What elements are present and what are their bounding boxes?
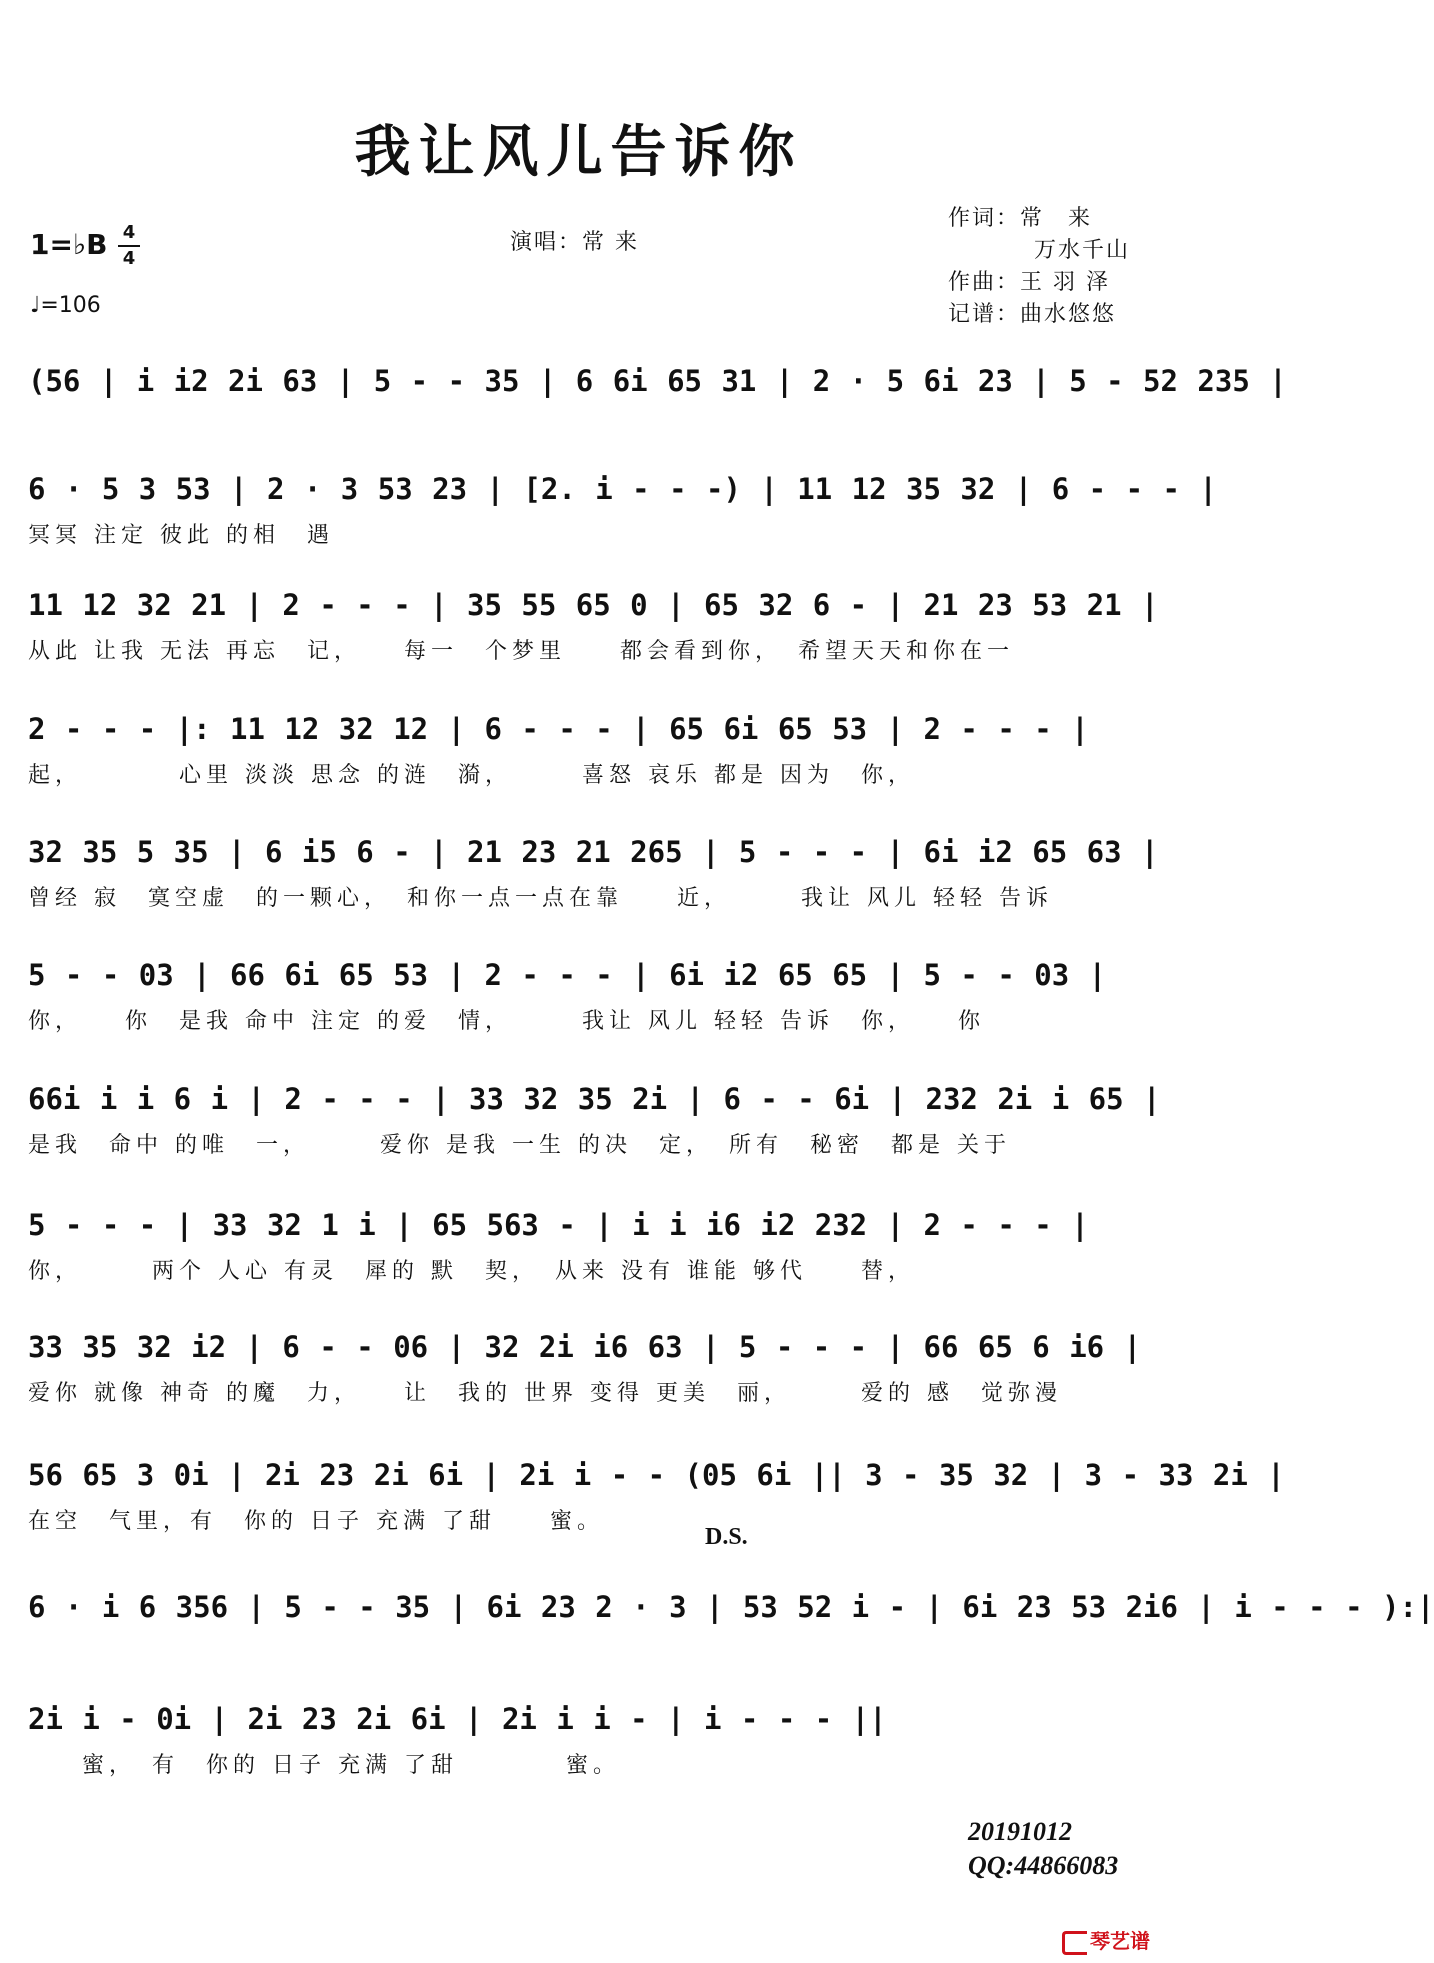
system-1 <box>28 352 1287 444</box>
system-5 <box>28 823 1159 915</box>
date-stamp <box>968 1815 1118 1883</box>
notation-line: 2 - - - |: 11 12 32 12 | 6 - - - | 65 6i 65 53 | 2 - - - | <box>28 712 1089 746</box>
lyrics-line: 是我 命中 的唯 一， 爱你 是我 一生 的决 定， 所有 秘密 都是 关于 <box>28 1133 1011 1158</box>
system-10 <box>28 1446 1285 1538</box>
notation-line: (56 | i i2 2i 63 | 5 - - 35 | 6 6i 65 31 | 2 · 5 6i 23 | 5 - 52 235 | <box>28 364 1287 398</box>
lyrics-line: 爱你 就像 神奇 的魔 力， 让 我的 世界 变得 更美 丽， 爱的 感 觉弥漫 <box>28 1381 1062 1406</box>
system-7 <box>28 1070 1161 1162</box>
lyrics-line: 你， 你 是我 命中 注定 的爱 情， 我让 风儿 轻轻 告诉 你， 你 <box>28 1009 985 1034</box>
time-signature <box>118 222 140 270</box>
notation-line: 5 - - - | 33 32 1 i | 65 563 - | i i i6 i2 232 | 2 - - - | <box>28 1208 1089 1242</box>
time-denominator: 4 <box>122 248 136 269</box>
time-numerator: 4 <box>122 222 136 243</box>
time-divider <box>118 245 140 247</box>
lyrics-line: 从此 让我 无法 再忘 记， 每一 个梦里 都会看到你， 希望天天和你在一 <box>28 639 1014 664</box>
credits-block <box>948 203 1130 331</box>
notation-line: 32 35 5 35 | 6 i5 6 - | 21 23 21 265 | 5 - - - | 6i i2 65 63 | <box>28 835 1159 869</box>
notation-line: 6 · i 6 356 | 5 - - 35 | 6i 23 2 · 3 | 53 52 i - | 6i 23 53 2i6 | i - - - ):| <box>28 1590 1434 1624</box>
system-12 <box>28 1690 1128 1782</box>
system-9 <box>28 1318 1142 1410</box>
notation-line: 11 12 32 21 | 2 - - - | 35 55 65 0 | 65 32 6 - | 21 23 53 21 | <box>28 588 1159 622</box>
notation-line: 56 65 3 0i | 2i 23 2i 6i | 2i i - - (05 6i || 3 - 35 32 | 3 - 33 2i | <box>28 1458 1285 1492</box>
lyrics-line <box>28 1636 1128 1670</box>
lyrics-line <box>28 410 1128 444</box>
tempo-mark: ♩=106 <box>30 293 101 318</box>
lyricist-credit: 作词：常 来 <box>948 206 1093 231</box>
lyrics-line: 你， 两个 人心 有灵 犀的 默 契， 从来 没有 谁能 够代 替， <box>28 1259 915 1284</box>
lyrics-line: 蜜， 有 你的 日子 充满 了甜 蜜。 <box>28 1753 620 1778</box>
site-logo <box>1062 1925 1150 1955</box>
notation-line: 5 - - 03 | 66 6i 65 53 | 2 - - - | 6i i2 65 65 | 5 - - 03 | <box>28 958 1107 992</box>
notation-line: 66i i i 6 i | 2 - - - | 33 32 35 2i | 6 - - 6i | 232 2i i 65 | <box>28 1082 1161 1116</box>
lyrics-line: 在空 气里，有 你的 日子 充满 了甜 蜜。 <box>28 1509 604 1534</box>
lyrics-line: 起， 心里 淡淡 思念 的涟 漪， 喜怒 哀乐 都是 因为 你， <box>28 763 915 788</box>
system-8 <box>28 1196 1128 1288</box>
system-11 <box>28 1578 1434 1670</box>
qq-text: QQ:44866083 <box>968 1851 1119 1880</box>
logo-text: 琴艺谱 <box>1090 1929 1150 1953</box>
transcriber-credit: 记谱：曲水悠悠 <box>948 302 1117 327</box>
singer-credit: 演唱：常 来 <box>510 230 639 255</box>
notation-line: 6 · 5 3 53 | 2 · 3 53 23 | [2. i - - -) | 11 12 35 32 | 6 - - - | <box>28 472 1217 506</box>
page-title: 我让风儿告诉你 <box>354 119 803 185</box>
date-text: 20191012 <box>968 1817 1072 1846</box>
system-4 <box>28 700 1128 792</box>
lyrics-line: 冥冥 注定 彼此 的相 遇 <box>28 523 334 548</box>
lyrics-line: 曾经 寂 寞空虚 的一颗心， 和你一点一点在靠 近， 我让 风儿 轻轻 告诉 <box>28 886 1053 911</box>
notation-line: 33 35 32 i2 | 6 - - 06 | 32 2i i6 63 | 5 - - - | 66 65 6 i6 | <box>28 1330 1142 1364</box>
system-3 <box>28 576 1159 668</box>
logo-icon <box>1062 1931 1087 1955</box>
system-2 <box>28 460 1217 552</box>
notation-line: 2i i - 0i | 2i 23 2i 6i | 2i i i - | i - - - || <box>28 1702 887 1736</box>
key-signature: 1=♭B <box>30 228 108 261</box>
ds-marking: D.S. <box>705 1524 748 1550</box>
system-6 <box>28 946 1128 1038</box>
lyricist-credit-2: 万水千山 <box>1034 238 1131 263</box>
composer-credit: 作曲：王 羽 泽 <box>948 270 1110 295</box>
